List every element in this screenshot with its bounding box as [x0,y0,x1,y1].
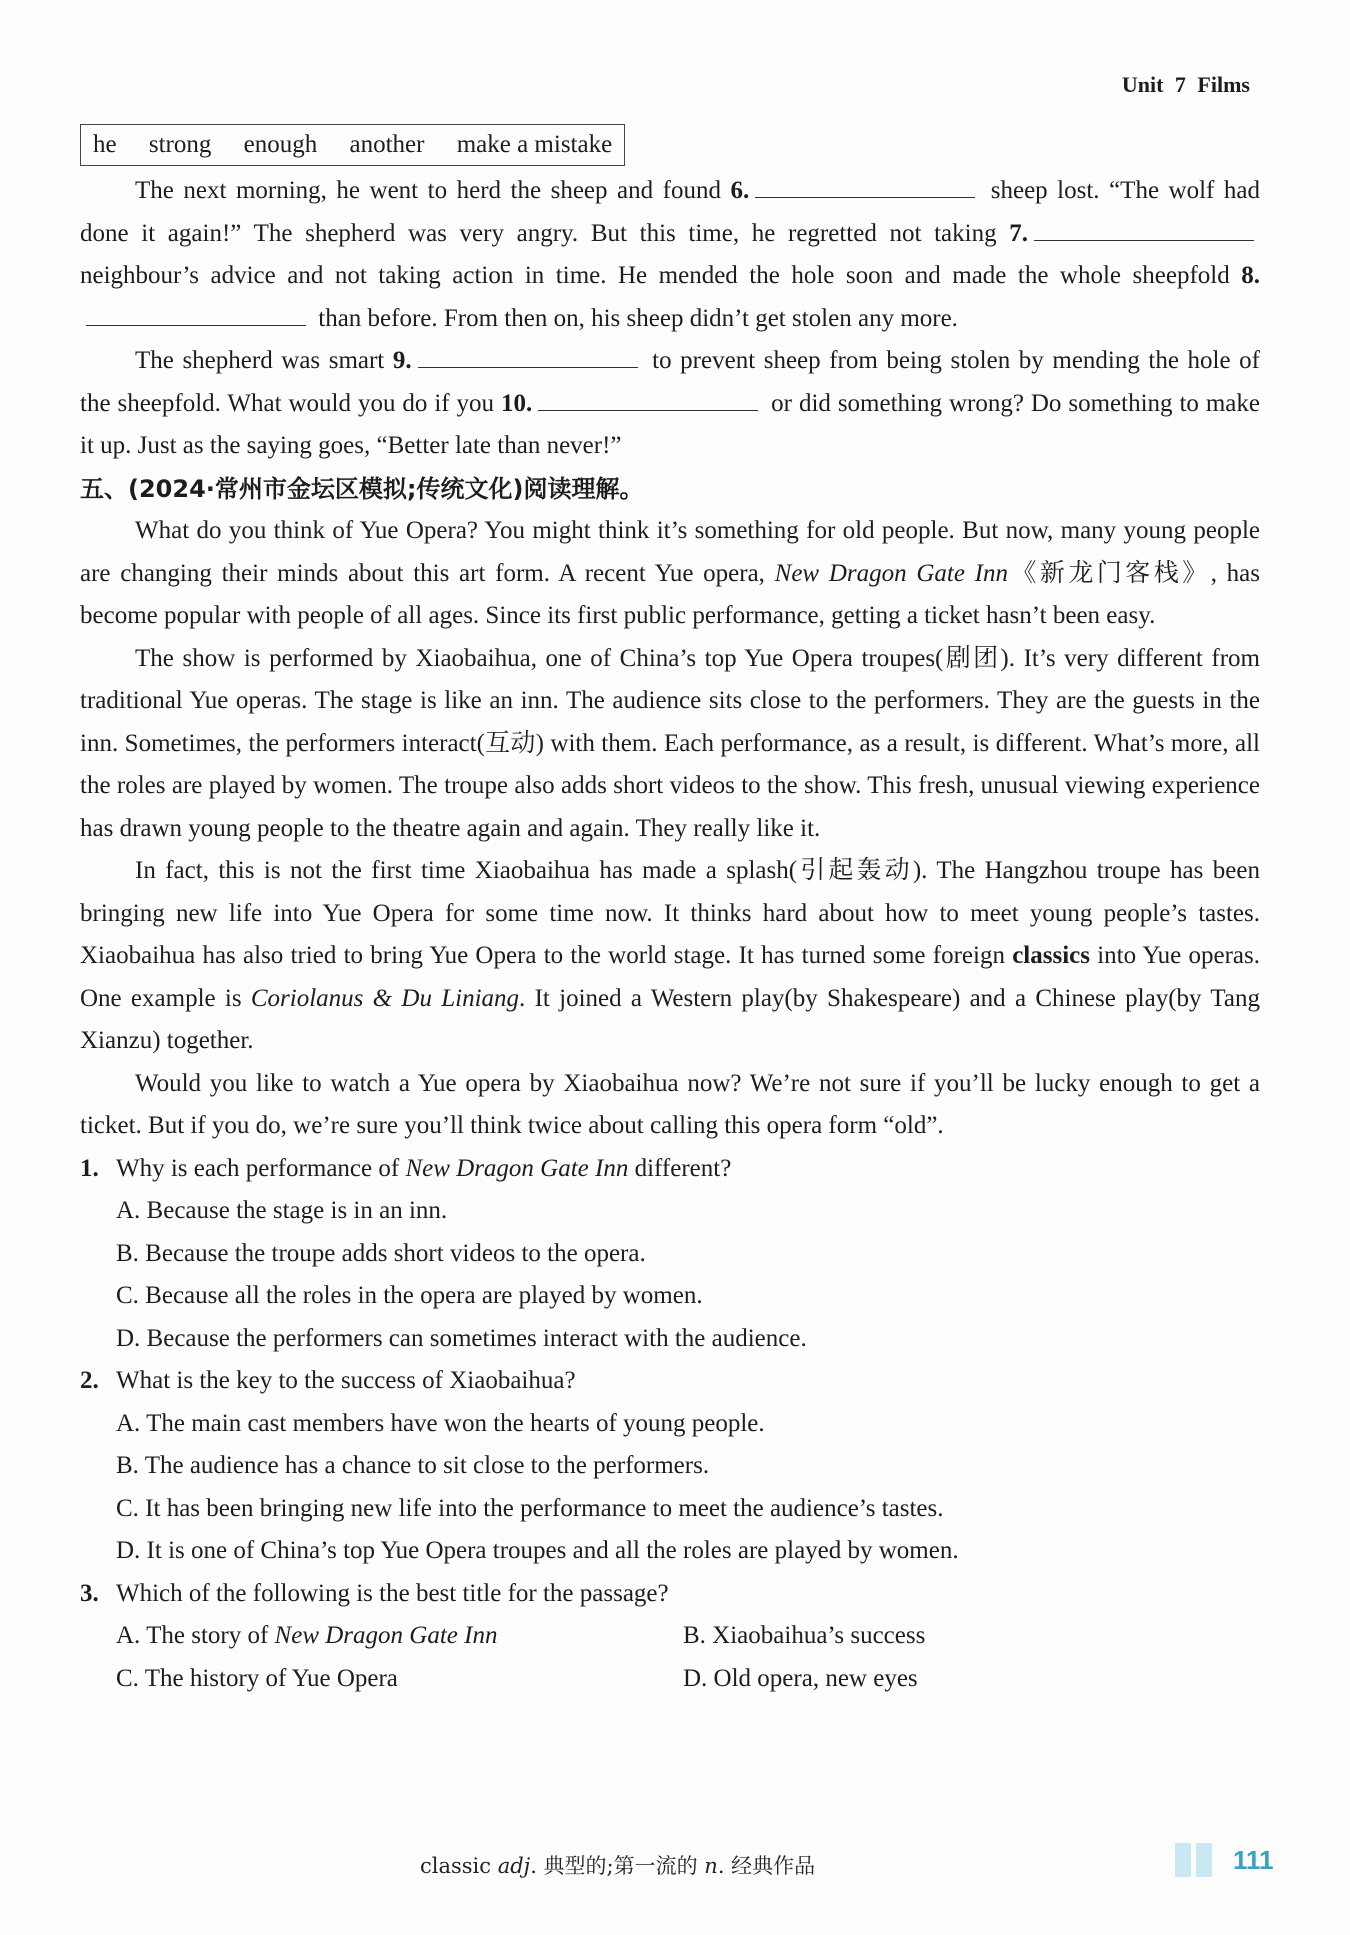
text: Which of the following is the best title for the passage? [116,1579,669,1607]
option-a[interactable]: A. The main cast members have won the hearts of young people. [116,1409,765,1437]
option-b[interactable]: B. The audience has a chance to sit close to the performers. [116,1452,710,1479]
cloze-paragraph [80,340,1260,468]
option-c[interactable]: C. Because all the roles in the opera are played by women. [116,1282,703,1309]
page-number: 111 [1233,1845,1274,1875]
word-bank-box [80,124,625,166]
answer-blank[interactable] [1034,216,1254,241]
question-stem [80,1573,1260,1616]
question-1 [80,1148,1260,1361]
text: or did something wrong? Do something to make it up. Just as the saying goes, “Better late than never!” [80,389,1260,459]
text: The shepherd was smart [135,347,393,374]
word-bank-item: he [93,131,117,158]
text: A. The story of [116,1622,275,1649]
text: sheep lost. “The wolf had done it again!” The shepherd was very angry. But this time, he regretted not taking [80,177,1260,247]
text: What is the key to the success of Xiaobaihua? [116,1367,576,1394]
option-d[interactable]: D. It is one of China’s top Yue Opera troupes and all the roles are played by women. [116,1537,959,1564]
word-bank-item: strong [148,131,212,158]
text: Why is each performance of [116,1154,406,1182]
page-number-decoration [1196,1843,1212,1877]
text: different? [628,1154,732,1182]
page-number-decoration [1175,1843,1191,1877]
question-stem [80,1148,1260,1191]
option-c[interactable]: C. The history of Yue Opera [116,1664,398,1692]
text: than before. From then on, his sheep didn’t get stolen any more. [312,304,958,332]
cloze-paragraph [80,170,1260,340]
blank-number: 7. [1009,219,1028,247]
option-b[interactable]: B. Because the troupe adds short videos to the opera. [116,1239,646,1267]
opera-title: New Dragon Gate Inn [405,1154,629,1182]
blank-number: 6. [730,177,750,204]
option-a[interactable]: A. Because the stage is in an inn. [116,1197,448,1224]
footnote-meaning: . 经典作品 [717,1854,816,1878]
running-head: Unit 7 Films [1121,72,1250,97]
footnote-word: classic [420,1854,492,1878]
page-content [80,124,1260,1700]
text: into Yue operas. One example is [80,942,1261,1012]
reading-paragraph [80,850,1260,1063]
text: In fact, this is not the first time Xiaobaihua has made a splash(引起轰动). The Hangzhou troupe has been bringing new life into Yue Opera for some time now. It thinks hard about how to meet young people’s tastes. Xiaobaihua has also tried to bring Yue Opera to the world stage. It has turned some foreign [80,857,1260,969]
option-d[interactable]: D. Because the performers can sometimes interact with the audience. [116,1324,807,1352]
reading-paragraph: Would you like to watch a Yue opera by Xiaobaihua now? We’re not sure if you’ll be lucky enough to get a ticket. But if you do, we’re sure you’ll think twice about calling this opera form “old”. [80,1069,1260,1139]
blank-number: 10. [500,389,533,417]
footnote-pos: adj [491,1854,531,1878]
footnote-pos: n [704,1854,718,1878]
blank-number: 9. [392,347,412,374]
reading-paragraph [80,510,1260,638]
option-b[interactable]: B. Xiaobaihua’s success [683,1622,926,1649]
text: to prevent sheep from being stolen by mending the hole of the sheepfold. What would you do if you [80,347,1260,417]
question-number: 2. [80,1367,99,1394]
text: . It joined a Western play(by Shakespeare) and a Chinese play(by Tang Xianzu) together. [80,984,1260,1054]
answer-blank[interactable] [86,301,306,326]
option-c[interactable]: C. It has been bringing new life into the performance to meet the audience’s tastes. [116,1494,944,1522]
answer-blank[interactable] [538,386,758,411]
question-number: 3. [80,1579,99,1607]
text: 《新龙门客栈》, has become popular with people of all ages. Since its first public performance, getting a ticket hasn’t been easy. [80,559,1261,629]
text: neighbour’s advice and not taking action in time. He mended the hole soon and made the whole sheepfold [80,262,1242,289]
opera-title: New Dragon Gate Inn [774,559,1008,587]
option-d[interactable]: D. Old opera, new eyes [683,1664,918,1692]
play-title: Coriolanus & Du Liniang [250,984,520,1012]
question-number: 1. [80,1154,99,1182]
answer-blank[interactable] [418,343,638,368]
vocab-word: classics [1012,942,1090,969]
section-title: 五、(2024·常州市金坛区模拟;传统文化)阅读理解。 [80,474,644,503]
question-stem [80,1360,1260,1403]
option-grid [116,1615,1260,1700]
question-2 [80,1360,1260,1573]
question-3 [80,1573,1260,1701]
blank-number: 8. [1241,262,1260,289]
footnote-meaning: . 典型的;第一流的 [530,1854,705,1878]
word-bank-item: make a mistake [456,131,613,158]
word-bank-item: enough [243,131,318,158]
answer-blank[interactable] [755,173,975,198]
word-bank-item: another [349,131,425,158]
option-a[interactable] [116,1615,683,1658]
opera-title: New Dragon Gate Inn [274,1622,498,1649]
text: The next morning, he went to herd the sheep and found [135,177,731,204]
vocab-footnote [420,1850,815,1880]
reading-paragraph: The show is performed by Xiaobaihua, one of China’s top Yue Opera troupes(剧团). It’s very different from traditional Yue operas. The stage is like an inn. The audience sits close to the performers. They are the guests in the inn. Sometimes, the performers interact(互动) with them. Each performance, as a result, is different. What’s more, all the roles are played by women. The troupe also adds short videos to the show. This fresh, unusual viewing experience has drawn young people to the theatre again and again. They really like it. [80,644,1260,842]
text: What do you think of Yue Opera? You might think it’s something for old people. But now, many young people are changing their minds about this art form. A recent Yue opera, [80,517,1260,587]
